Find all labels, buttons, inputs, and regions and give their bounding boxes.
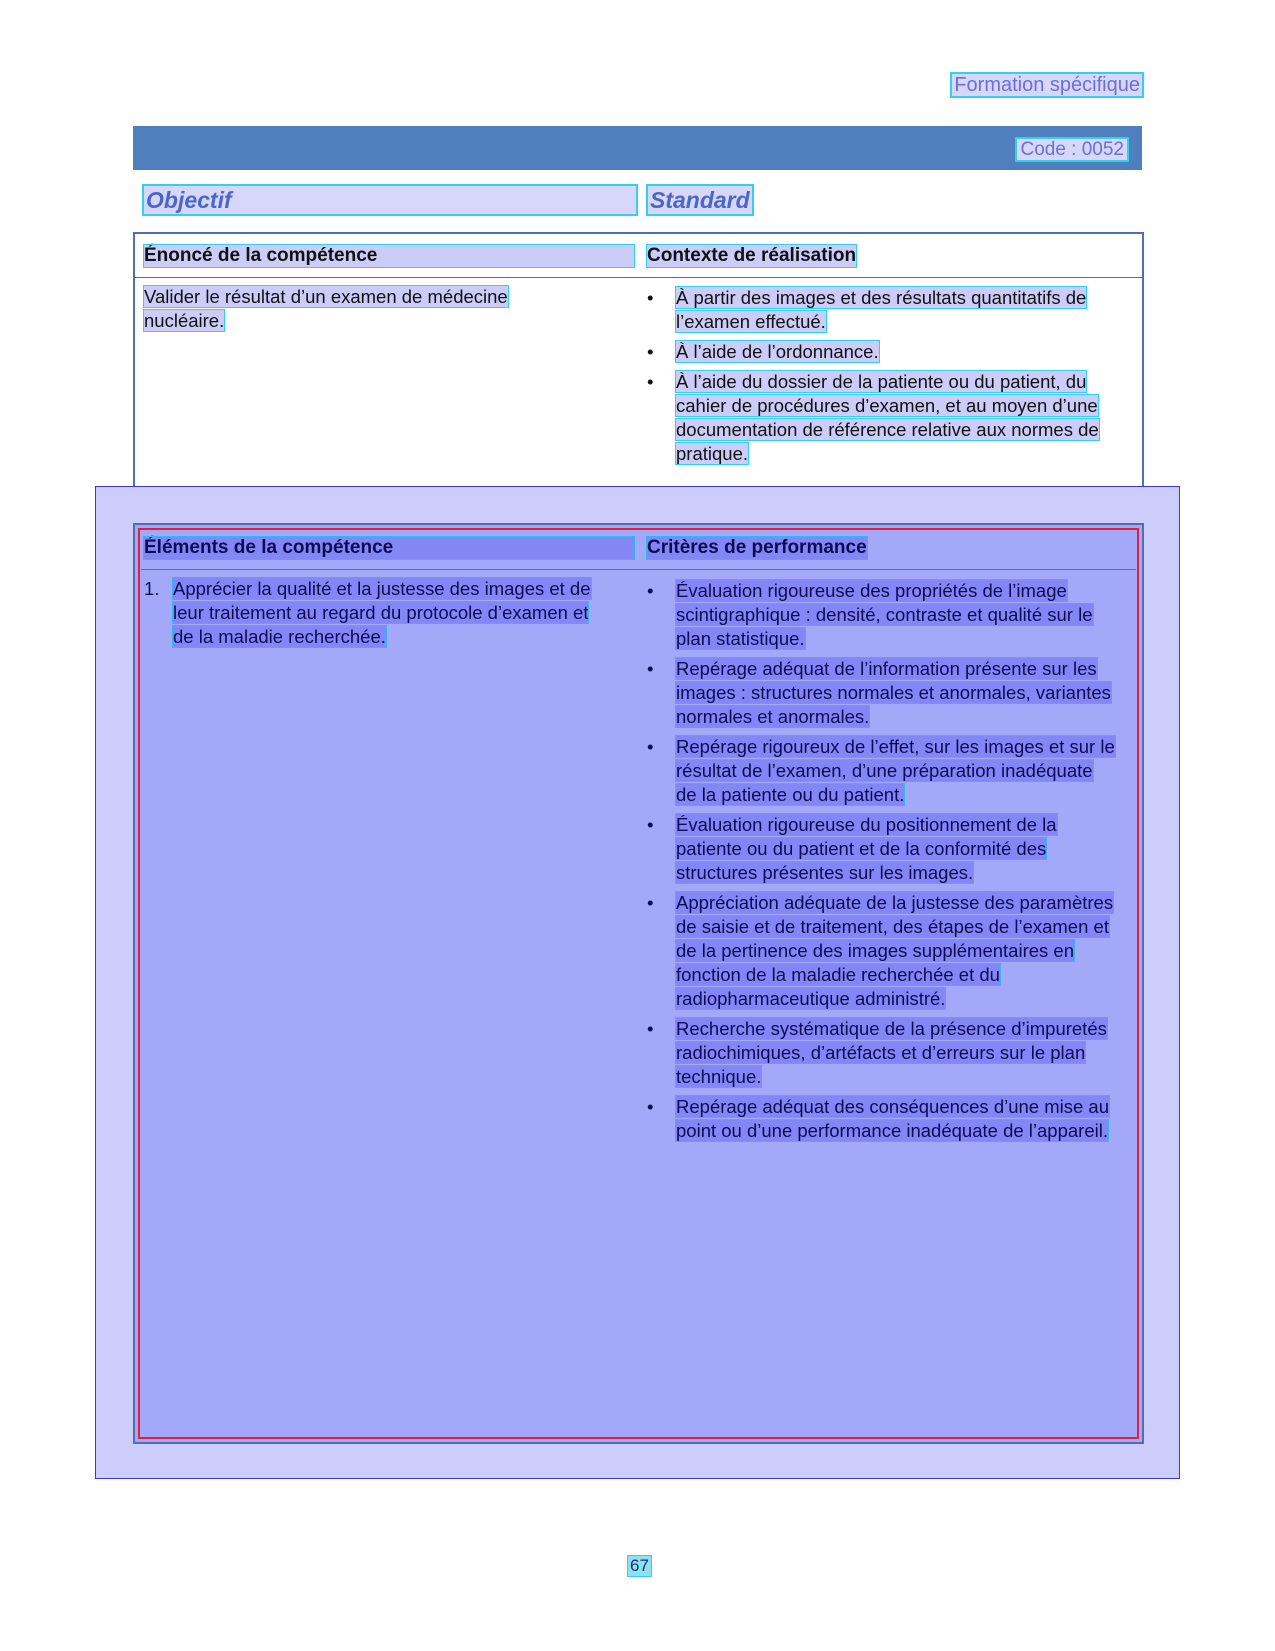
code-band: [133, 126, 1142, 170]
contexte-list: [647, 286, 1117, 472]
competence-elements-table: [133, 523, 1144, 1444]
criteres-header: Critères de performance: [647, 537, 867, 558]
competence-code: Code : 0052: [1017, 139, 1127, 160]
contexte-item: • À l’aide du dossier de la patiente ou du patient, du cahier de procédures d’examen, et au moyen d’une documentation de référence relative aux normes de pratique.: [647, 371, 1099, 464]
critere-item: • Repérage adéquat de l’information présente sur les images : structures normales et anormales, variantes normales et anormales.: [647, 658, 1111, 727]
critere-item: • Appréciation adéquate de la justesse des paramètres de saisie et de traitement, des étapes de l’examen et de la pertinence des images supplémentaires en fonction de la maladie recherchée et du radiopharmaceutique administré.: [647, 892, 1114, 1009]
contexte-item: • À partir des images et des résultats quantitatifs de l’examen effectué.: [647, 287, 1087, 332]
element-item: [144, 577, 606, 649]
contexte-item: • À l’aide de l’ordonnance.: [647, 341, 879, 362]
header-divider: [135, 277, 1142, 278]
header-formation: Formation spécifique: [954, 74, 1140, 96]
header-divider: [141, 569, 1136, 570]
contexte-header: Contexte de réalisation: [647, 245, 857, 266]
page-number: 67: [630, 1556, 649, 1575]
enonce-text: Valider le résultat d’un examen de médecine nucléaire.: [144, 286, 508, 331]
section-title-standard: Standard: [650, 187, 750, 213]
section-title-objectif: Objectif: [144, 186, 636, 214]
enonce-header: Énoncé de la compétence: [144, 245, 634, 267]
criteres-list: [647, 579, 1117, 1149]
critere-item: • Repérage adéquat des conséquences d’une mise au point ou d’une performance inadéquate de l’appareil.: [647, 1096, 1110, 1141]
element-text: Apprécier la qualité et la justesse des images et de leur traitement au regard du protocole d’examen et de la maladie recherchée.: [173, 578, 591, 647]
critere-item: • Recherche systématique de la présence d’impuretés radiochimiques, d’artéfacts et d’erreurs sur le plan technique.: [647, 1018, 1107, 1087]
critere-item: • Repérage rigoureux de l’effet, sur les images et sur le résultat de l’examen, d’une préparation inadéquate de la patiente ou du patient.: [647, 736, 1115, 805]
elements-header: Éléments de la compétence: [144, 537, 634, 559]
competence-statement-table: [133, 232, 1144, 510]
critere-item: • Évaluation rigoureuse du positionnement de la patiente ou du patient et de la conformité des structures présentes sur les images.: [647, 814, 1057, 883]
element-number: 1.: [144, 578, 160, 599]
critere-item: • Évaluation rigoureuse des propriétés de l’image scintigraphique : densité, contraste et qualité sur le plan statistique.: [647, 580, 1093, 649]
